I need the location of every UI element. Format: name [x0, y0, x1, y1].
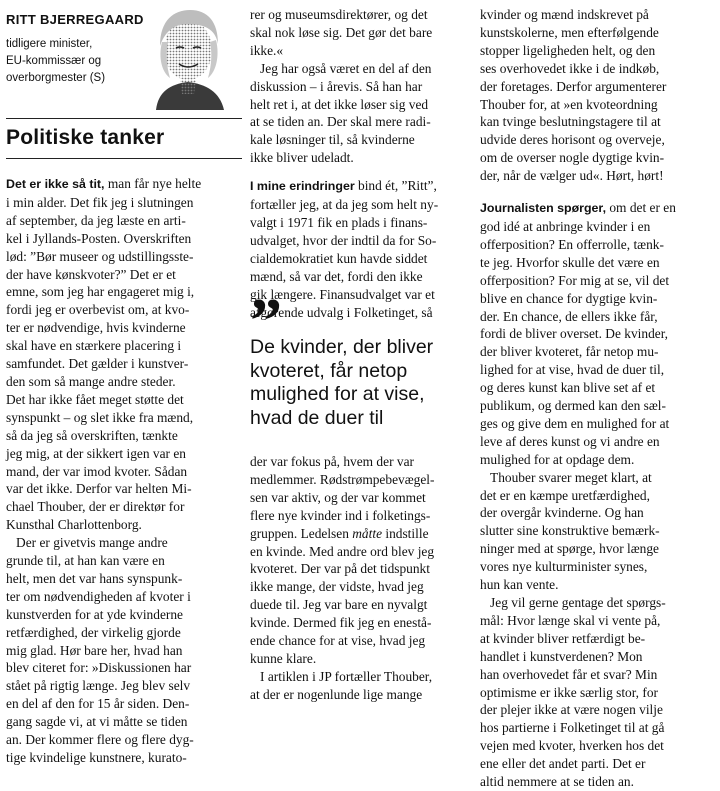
pull-quote-text: De kvinder, der bliver kvoteret, får netop mulighed for at vise, hvad de duer til	[250, 336, 434, 429]
column-1	[6, 175, 242, 767]
author-portrait	[136, 2, 240, 110]
lead-in: Det er ikke så tit,	[6, 177, 105, 191]
paragraph: I mine erindringer bind ét, ”Ritt”, fortæller jeg, at da jeg som helt ny- valgt i 1971 fik en plads i finans- udvalget, hvor der indtil da for So- cialdemokratiet kun havde siddet mænd, så var det, fordi den ikke gik længere. Finansudvalget var et afgørende udvalg i Folketinget, så	[250, 178, 439, 320]
pull-quote	[250, 285, 472, 430]
paragraph: Der er givetvis mange andre grunde til, at han kan være en helt, men det var hans synspunk- ter om nødvendigheden af kvoter i kunstverden for at yde kvinderne retfærdighed, der virkelig gjorde mig glad. Hør bare her, hvad han blev citeret for: »Diskussionen har stået på rigtig længe. Jeg blev selv en del af den for 15 år siden. Den- gang sagde vi, at vi måtte se tiden an. Der kommer flere og flere dyg- tige kvindelige kunstnere, kurato-	[6, 535, 194, 765]
author-box	[6, 12, 242, 112]
column-3	[480, 6, 714, 791]
page-title: Politiske tanker	[6, 126, 165, 149]
divider	[6, 118, 242, 119]
paragraph: rer og museumsdirektører, og det skal nok løse sig. Det gør det bare ikke.«	[250, 7, 433, 58]
author-role-line: overborgmester (S)	[6, 72, 106, 84]
column-2	[250, 6, 472, 321]
paragraph: kvinder og mænd indskrevet på kunstskolerne, men efterfølgende stopper ligeligheden helt, og den ses overhovedet ikke i de indkøb, der foretages. Derfor argumenterer Thouber for, at »en kvoteordning kan tvinge beslutningstagere til at udvide deres horisont og overveje, om de overser nogle dygtige kvin- der, når de vælger ud«. Hørt, hørt!	[480, 7, 667, 184]
column-2-continued	[250, 453, 472, 704]
paragraph: Journalisten spørger, om det er en god idé at anbringe kvinder i en offerposition? En offerrolle, tænk- te jeg. Hvorfor skulle det være en offerposition? For mig at se, vil det blive en chance for dygtige kvin- der. En chance, de ellers ikke får, fordi de bliver overset. De kvinder, der bliver kvoteret, får netop mu- lighed for at vise, hvad de duer til, og deres kunst kan blive set af et publikum, og dermed kan den sæl- ges og give dem en mulighed for at leve af deres kunst og vi andre en mulighed for at opdage dem.	[480, 200, 676, 467]
paragraph: Det er ikke så tit, man får nye helte i min alder. Det fik jeg i slutningen af september, da jeg læste en arti- kel i Jyllands-Posten. Overskriften lød: ”Bør museer og udstillingsste- der have kønskvoter?” Det er et emne, som jeg har engageret mig i, fordi jeg er overbevist om, at kvo- ter er nødvendige, hvis kvinderne skal have en stærkere placering i samfundet. Det gælder i kunstver- den som så mange andre steder. Det har ikke fået meget støtte det synspunkt – og slet ikke fra mænd, så da jeg så overskriften, tænkte jeg mig, at der sikkert igen var en mand, der var imod kvoter. Sådan var det ikke. Derfor var helten Mi- chael Thouber, der er direktør for Kunsthal Charlottenborg.	[6, 176, 202, 533]
quote-mark-icon: ”	[250, 285, 282, 356]
paragraph: I artiklen i JP fortæller Thouber, at der er nogenlunde lige mange	[250, 668, 433, 702]
author-role-line: tidligere minister,	[6, 38, 93, 50]
author-name: RITT BJERREGAARD	[6, 12, 144, 27]
paragraph: Jeg har også været en del af den diskussion – i årevis. Så han har helt ret i, at det ikke løser sig ved at se tiden an. Der skal mere radi- kale løsninger til, så kvinderne ikke bliver udeladt.	[250, 60, 432, 166]
emphasis: måtte	[352, 525, 383, 541]
author-role-line: EU-kommissær og	[6, 55, 102, 67]
lead-in: Journalisten spørger,	[480, 201, 607, 216]
paragraph: Thouber svarer meget klart, at det er en kæmpe uretfærdighed, der overgår kvinderne. Og han slutter sine konstruktive bemærk- ninger med at spørge, hvor længe vores nye kulturminister synes, hun kan vente.	[480, 469, 660, 593]
author-role	[6, 36, 136, 87]
lead-in: I mine erindringer	[250, 179, 355, 194]
paragraph: Jeg vil gerne gentage det spørgs- mål: Hvor længe skal vi vente på, at kvinder bliver retfærdigt be- handlet i kunstverdenen? Mon han overhovedet får et svar? Min optimisme er ikke særlig stor, for der plejer ikke at være nogen vilje hos partierne i Folketinget til at gå vejen med kvoter, hverken hos det ene eller det andet parti. Det er altid nemmere at se tiden an.	[480, 595, 666, 790]
paragraph: der var fokus på, hvem der var medlemmer. Rødstrømpebevægel- sen var aktiv, og der var kommet flere nye kvinder ind i folketings- gruppen. Ledelsen måtte indstille en kvinde. Med andre ord blev jeg kvoteret. Der var på det tidspunkt ikke mange, der vidste, hvad jeg duede til. Jeg var bare en nyvalgt kvinde. Dermed fik jeg en enestå- ende chance for at vise, hvad jeg kunne klare.	[250, 454, 435, 666]
divider	[6, 158, 242, 159]
